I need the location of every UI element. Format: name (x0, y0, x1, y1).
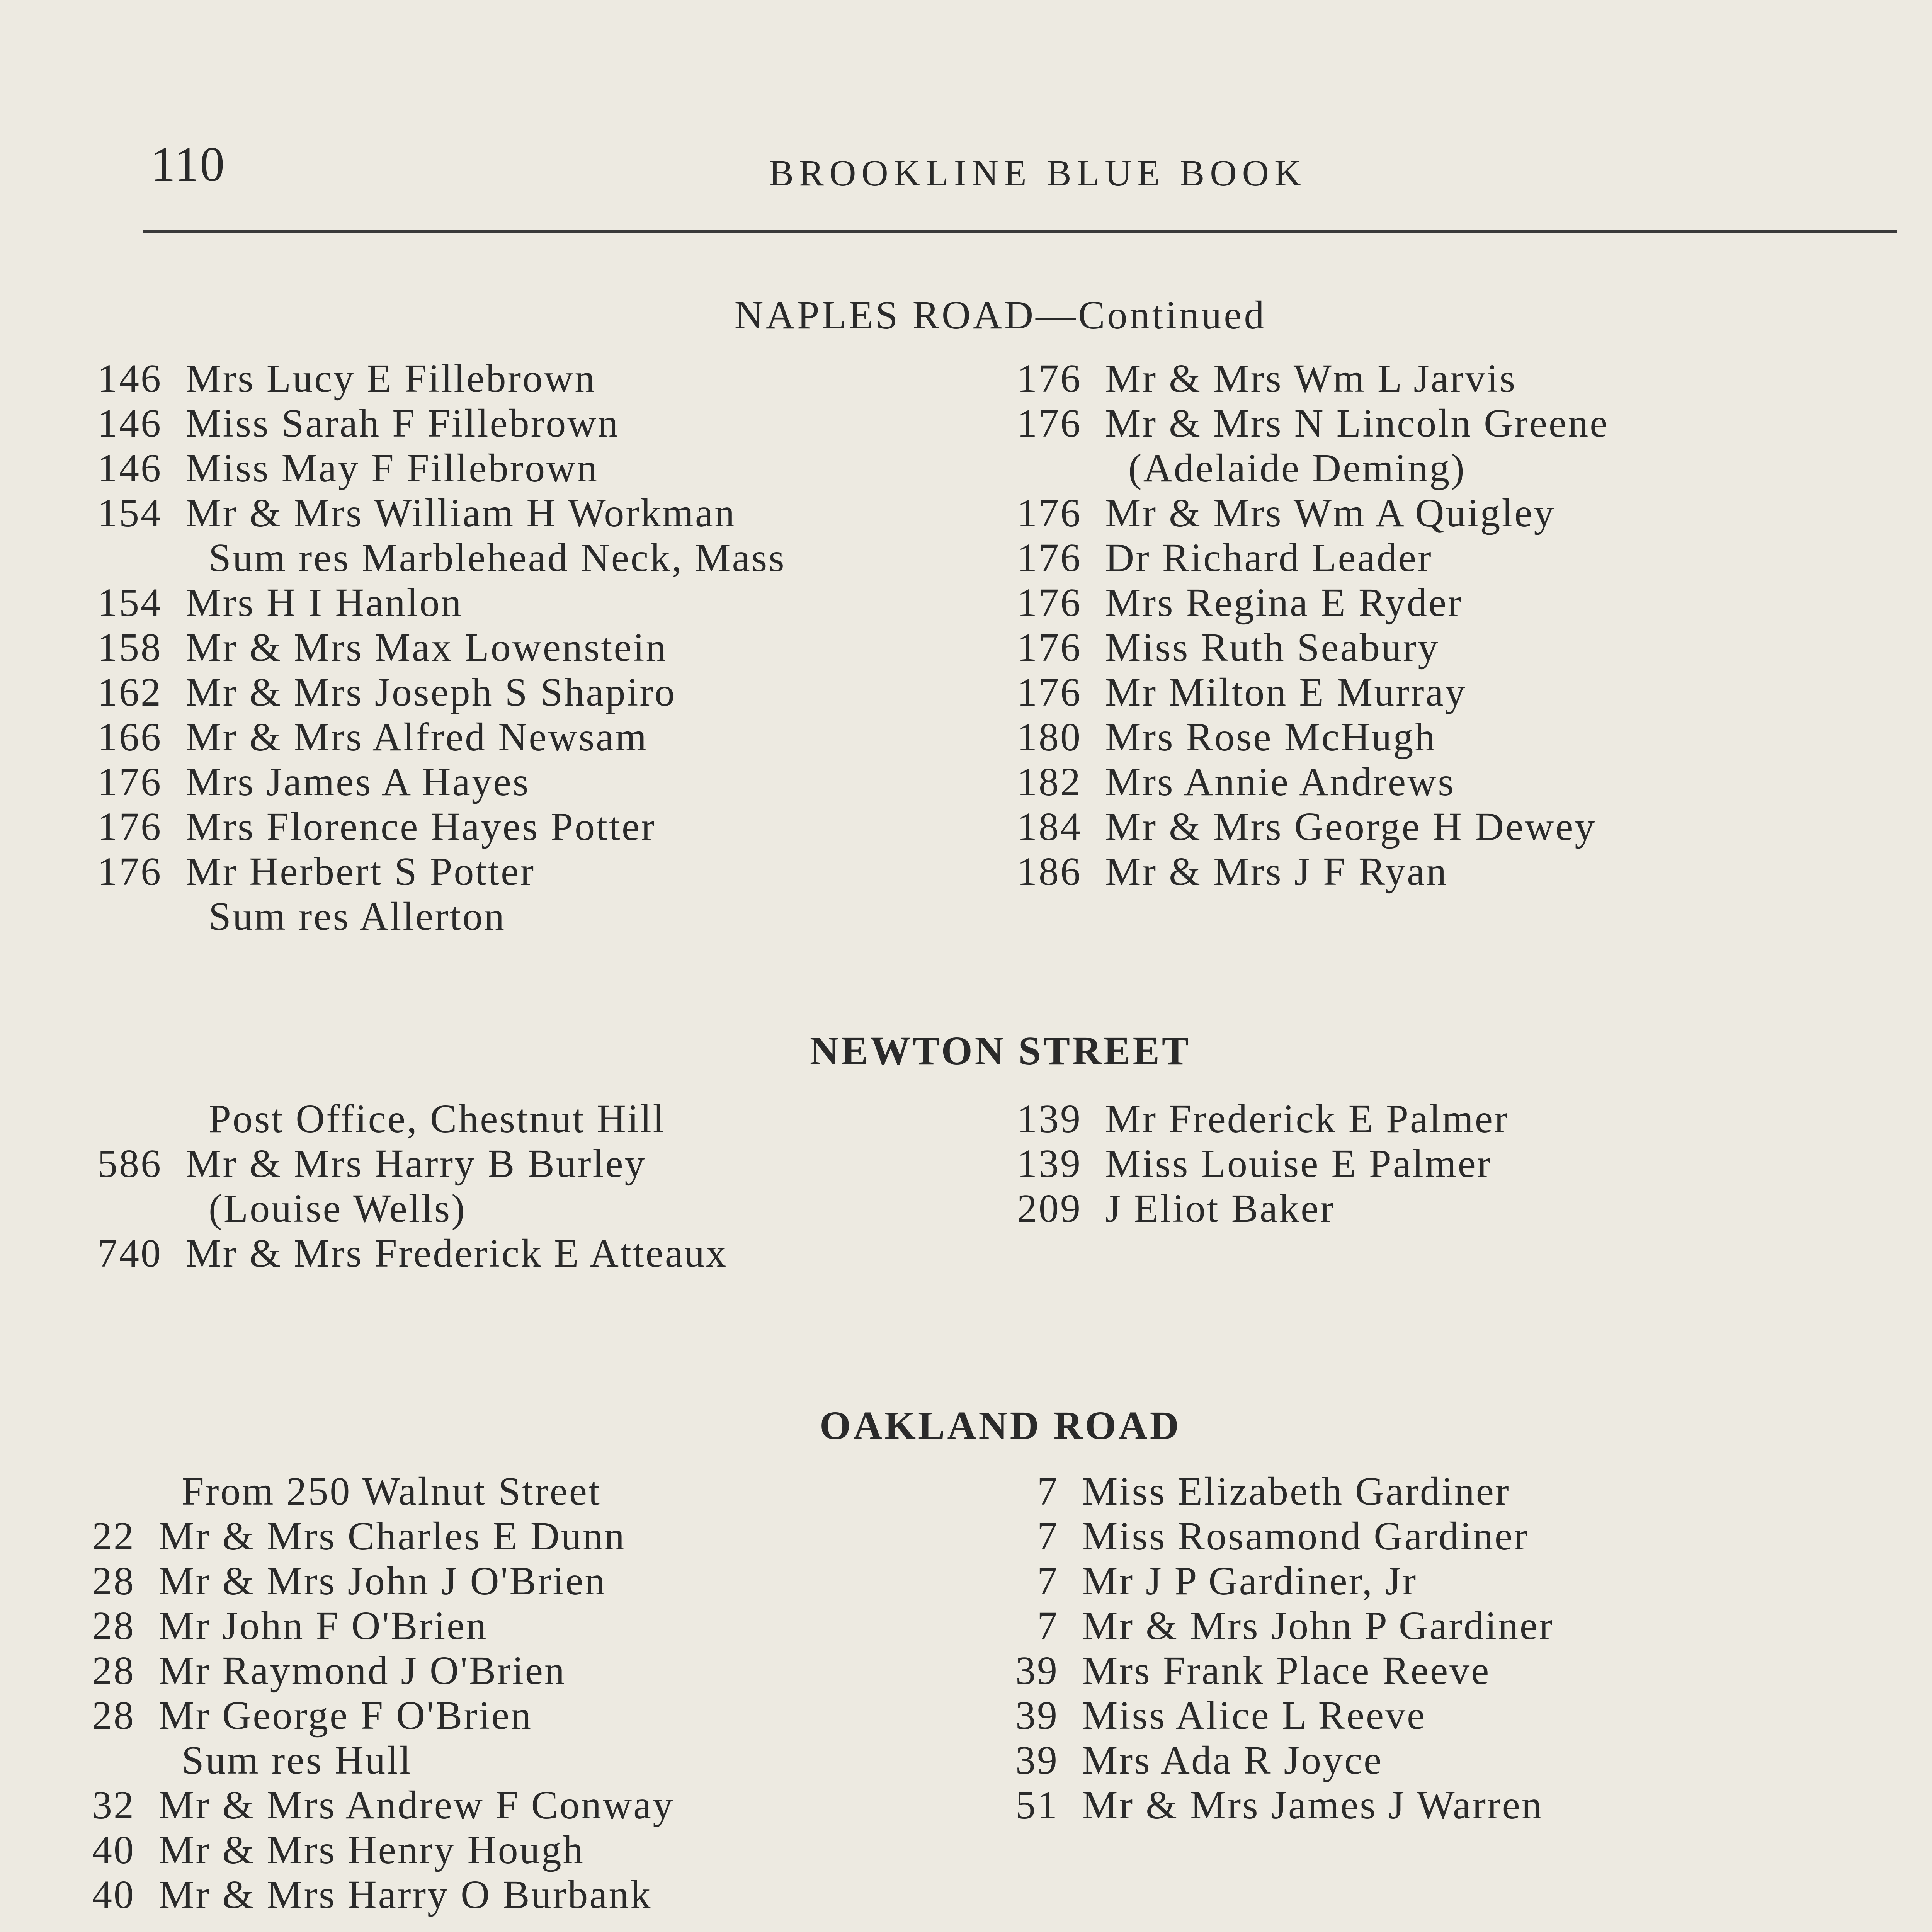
directory-note (77, 1096, 1005, 1141)
directory-entry (77, 1230, 1005, 1275)
directory-note (77, 1185, 1005, 1230)
directory-entry (974, 1692, 1901, 1737)
directory-entry (997, 535, 1924, 580)
directory-entry (77, 580, 1005, 624)
resident-name: Mr & Mrs Frederick E Atteaux (185, 1231, 728, 1276)
house-number: 39 (1015, 1738, 1059, 1782)
directory-entry (974, 1782, 1901, 1827)
house-number: 209 (1017, 1186, 1082, 1231)
header-rule (143, 230, 1897, 233)
house-number: 139 (1017, 1097, 1082, 1141)
resident-name: Mr & Mrs William H Workman (185, 491, 736, 535)
directory-entry (997, 669, 1924, 714)
directory-note (997, 445, 1924, 490)
directory-entry (997, 804, 1924, 849)
house-number: 39 (1015, 1693, 1059, 1738)
resident-name: Mr & Mrs James J Warren (1082, 1783, 1543, 1827)
directory-entry (77, 849, 1005, 893)
resident-name: Mrs Lucy E Fillebrown (185, 356, 597, 401)
house-number: 184 (1017, 804, 1082, 849)
resident-name: Mrs Regina E Ryder (1105, 580, 1463, 625)
house-number: 154 (97, 491, 162, 535)
house-number: 182 (1017, 760, 1082, 804)
section-title-newton-street: NEWTON STREET (810, 1029, 1191, 1073)
house-number: 166 (97, 715, 162, 759)
house-number: 28 (92, 1648, 135, 1693)
house-number: 176 (1017, 580, 1082, 625)
resident-name: Miss Rosamond Gardiner (1082, 1514, 1529, 1558)
directory-entry (50, 1827, 978, 1872)
resident-name: Mrs Rose McHugh (1105, 715, 1437, 759)
house-number: 176 (97, 760, 162, 804)
resident-name: J Eliot Baker (1105, 1186, 1335, 1231)
resident-name: Mr & Mrs Wm L Jarvis (1105, 356, 1517, 401)
resident-name: Miss Sarah F Fillebrown (185, 401, 620, 446)
directory-entry (50, 1648, 978, 1692)
house-number: 586 (97, 1141, 162, 1186)
house-number: 28 (92, 1559, 135, 1603)
resident-name: Mr & Mrs Alfred Newsam (185, 715, 648, 759)
resident-name: Mrs Ada R Joyce (1082, 1738, 1383, 1782)
directory-entry (997, 490, 1924, 535)
resident-name: Sum res Hull (182, 1738, 412, 1782)
directory-entry (77, 445, 1005, 490)
house-number: 176 (97, 804, 162, 849)
house-number: 154 (97, 580, 162, 625)
page-number: 110 (151, 137, 226, 192)
directory-entry (50, 1872, 978, 1917)
house-number: 51 (1015, 1783, 1059, 1827)
resident-name: Mr Frederick E Palmer (1105, 1097, 1509, 1141)
directory-entry (77, 400, 1005, 445)
resident-name: Mr & Mrs Joseph S Shapiro (185, 670, 677, 714)
house-number: 176 (1017, 536, 1082, 580)
directory-entry (974, 1513, 1901, 1558)
directory-note (77, 893, 1005, 938)
house-number: 176 (1017, 356, 1082, 401)
resident-name: Miss Ruth Seabury (1105, 625, 1440, 670)
directory-entry (77, 759, 1005, 804)
directory-entry (997, 624, 1924, 669)
resident-name: Mr & Mrs Andrew F Conway (158, 1783, 675, 1827)
resident-name: Miss Alice L Reeve (1082, 1693, 1427, 1738)
resident-name: Mrs Frank Place Reeve (1082, 1648, 1491, 1693)
house-number: 162 (97, 670, 162, 714)
resident-name: Mr & Mrs Max Lowenstein (185, 625, 668, 670)
house-number: 146 (97, 446, 162, 490)
directory-entry (997, 1141, 1924, 1185)
section-title-naples-road: NAPLES ROAD—Continued (734, 293, 1267, 337)
house-number: 28 (92, 1693, 135, 1738)
directory-entry (77, 804, 1005, 849)
resident-name: From 250 Walnut Street (182, 1469, 601, 1514)
directory-entry (974, 1648, 1901, 1692)
directory-entry (77, 355, 1005, 400)
newton-left-column (77, 1096, 1005, 1275)
section-title-oakland-road: OAKLAND ROAD (820, 1403, 1181, 1448)
house-number: 176 (1017, 491, 1082, 535)
house-number: 740 (97, 1231, 162, 1276)
directory-entry (50, 1558, 978, 1603)
oakland-right-column (974, 1468, 1901, 1827)
resident-name: Mr & Mrs George H Dewey (1105, 804, 1597, 849)
house-number: 146 (97, 356, 162, 401)
house-number: 7 (1037, 1604, 1059, 1648)
house-number: 7 (1037, 1559, 1059, 1603)
directory-entry (77, 669, 1005, 714)
directory-entry (77, 1141, 1005, 1185)
resident-name: Mrs H I Hanlon (185, 580, 463, 625)
resident-name: Miss Elizabeth Gardiner (1082, 1469, 1510, 1514)
house-number: 176 (1017, 670, 1082, 714)
resident-name: Mr & Mrs N Lincoln Greene (1105, 401, 1609, 446)
house-number: 32 (92, 1783, 135, 1827)
directory-entry (50, 1692, 978, 1737)
house-number: 180 (1017, 715, 1082, 759)
resident-name: Dr Richard Leader (1105, 536, 1433, 580)
directory-entry (997, 355, 1924, 400)
directory-note (50, 1468, 978, 1513)
resident-name: Mr & Mrs Wm A Quigley (1105, 491, 1556, 535)
directory-entry (77, 714, 1005, 759)
directory-entry (77, 624, 1005, 669)
resident-name: Mr & Mrs Harry O Burbank (158, 1872, 652, 1917)
resident-name: Mrs James A Hayes (185, 760, 530, 804)
resident-name: Mr & Mrs Charles E Dunn (158, 1514, 626, 1558)
directory-entry (50, 1603, 978, 1648)
directory-entry (997, 580, 1924, 624)
house-number: 158 (97, 625, 162, 670)
resident-name: Mr Raymond J O'Brien (158, 1648, 566, 1693)
house-number: 7 (1037, 1514, 1059, 1558)
resident-name: Mrs Florence Hayes Potter (185, 804, 656, 849)
house-number: 146 (97, 401, 162, 446)
directory-note (77, 535, 1005, 580)
directory-entry (974, 1603, 1901, 1648)
resident-name: Mr George F O'Brien (158, 1693, 533, 1738)
resident-name: Post Office, Chestnut Hill (209, 1097, 666, 1141)
resident-name: Mr & Mrs John J O'Brien (158, 1559, 607, 1603)
directory-entry (974, 1468, 1901, 1513)
house-number: 22 (92, 1514, 135, 1558)
directory-entry (50, 1782, 978, 1827)
house-number: 176 (97, 849, 162, 894)
running-title: BROOKLINE BLUE BOOK (769, 152, 1307, 194)
house-number: 7 (1037, 1469, 1059, 1514)
resident-name: Sum res Marblehead Neck, Mass (209, 536, 786, 580)
naples-right-column (997, 355, 1924, 893)
directory-entry (997, 1185, 1924, 1230)
house-number: 139 (1017, 1141, 1082, 1186)
naples-left-column (77, 355, 1005, 938)
directory-entry (974, 1737, 1901, 1782)
house-number: 28 (92, 1604, 135, 1648)
directory-entry (50, 1513, 978, 1558)
resident-name: Mr & Mrs John P Gardiner (1082, 1604, 1554, 1648)
house-number: 40 (92, 1872, 135, 1917)
directory-entry (77, 490, 1005, 535)
directory-note (50, 1737, 978, 1782)
directory-entry (997, 759, 1924, 804)
resident-name: Mr & Mrs Henry Hough (158, 1828, 585, 1872)
resident-name: Miss Louise E Palmer (1105, 1141, 1492, 1186)
resident-name: Mr Herbert S Potter (185, 849, 535, 894)
directory-entry (997, 400, 1924, 445)
house-number: 40 (92, 1828, 135, 1872)
resident-name: Mr John F O'Brien (158, 1604, 488, 1648)
resident-name: Mr & Mrs Harry B Burley (185, 1141, 646, 1186)
house-number: 39 (1015, 1648, 1059, 1693)
house-number: 176 (1017, 401, 1082, 446)
oakland-left-column (50, 1468, 978, 1917)
resident-name: (Adelaide Deming) (1128, 446, 1466, 490)
resident-name: Mrs Annie Andrews (1105, 760, 1455, 804)
resident-name: Sum res Allerton (209, 894, 506, 939)
resident-name: Mr J P Gardiner, Jr (1082, 1559, 1418, 1603)
resident-name: Miss May F Fillebrown (185, 446, 599, 490)
directory-entry (974, 1558, 1901, 1603)
directory-entry (997, 1096, 1924, 1141)
house-number: 176 (1017, 625, 1082, 670)
house-number: 186 (1017, 849, 1082, 894)
resident-name: (Louise Wells) (209, 1186, 466, 1231)
resident-name: Mr & Mrs J F Ryan (1105, 849, 1448, 894)
resident-name: Mr Milton E Murray (1105, 670, 1467, 714)
directory-entry (997, 849, 1924, 893)
newton-right-column (997, 1096, 1924, 1230)
directory-entry (997, 714, 1924, 759)
